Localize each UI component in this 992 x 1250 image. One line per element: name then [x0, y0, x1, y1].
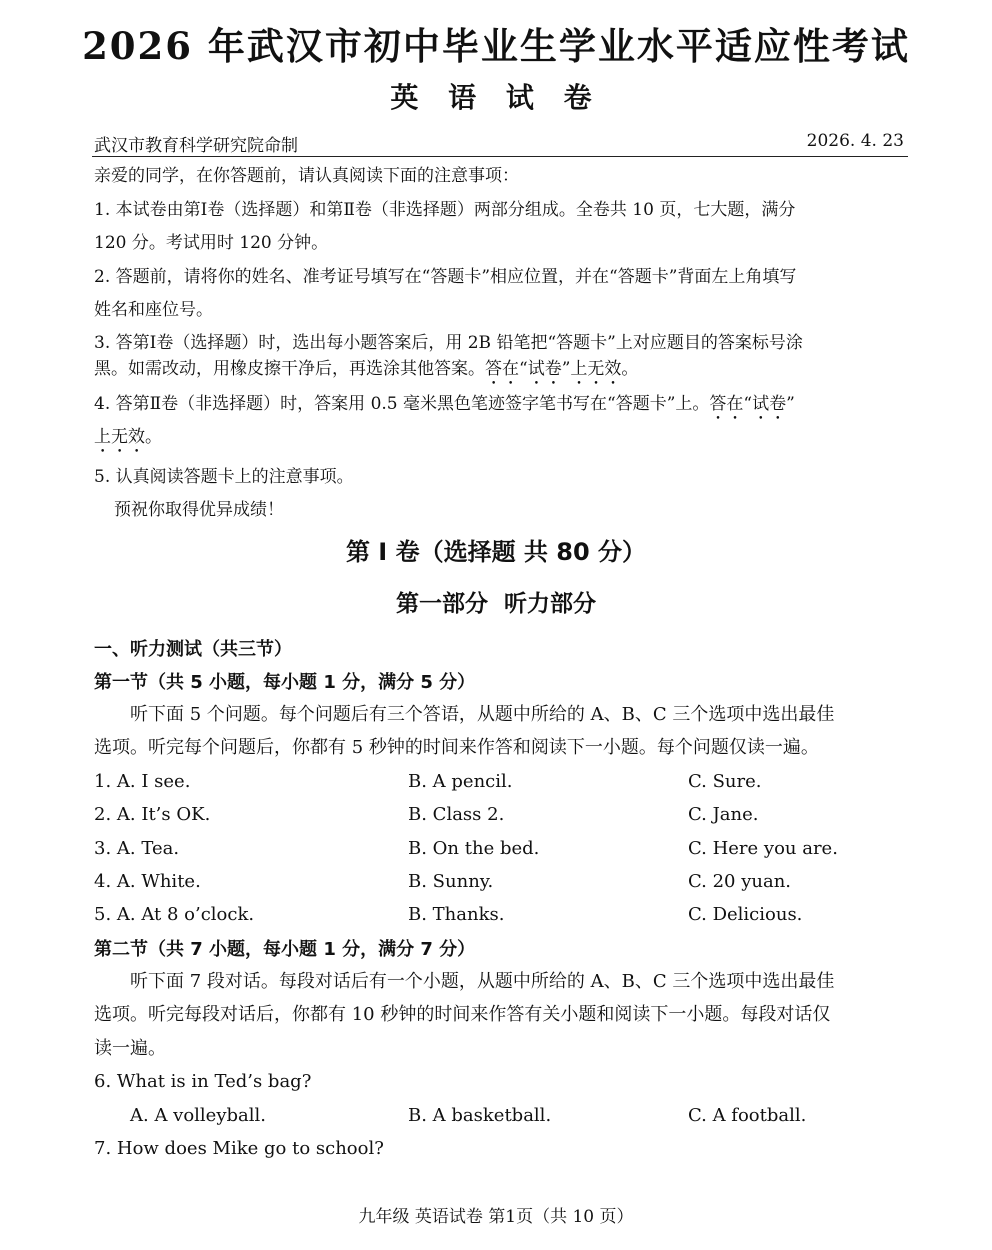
section-heading: 一、听力测试（共三节） [94, 639, 292, 660]
notice-3-line-1: 3. 答第Ⅰ卷（选择题）时，选出每小题答案后，用 2B 铅笔把“答题卡”上对应题目的答案标号涂 [94, 333, 803, 353]
q4-option-c: C. 20 yuan. [688, 871, 792, 892]
notice-4-emphasis: 答在“试卷” [709, 394, 795, 414]
exam-date: 2026. 4. 23 [806, 131, 904, 151]
part1-instructions-line-1: 听下面 5 个问题。每个问题后有三个答语，从题中所给的 A、B、C 三个选项中选出最佳 [130, 704, 835, 725]
q1-option-b: B. A pencil. [408, 771, 513, 792]
q5-option-c: C. Delicious. [688, 904, 803, 925]
part1-heading: 第一节（共 5 小题，每小题 1 分，满分 5 分） [94, 672, 476, 693]
q6-option-b: B. A basketball. [408, 1105, 552, 1126]
exam-subtitle: 英 语 试 卷 [390, 81, 602, 114]
part2-instructions-line-2: 选项。听完每段对话后，你都有 10 秒钟的时间来作答有关小题和阅读下一小题。每段对话仅 [94, 1004, 831, 1025]
q7-stem: 7. How does Mike go to school? [94, 1138, 384, 1159]
good-luck-wish: 预祝你取得优异成绩！ [114, 500, 284, 520]
notice-1-line-1: 1. 本试卷由第Ⅰ卷（选择题）和第Ⅱ卷（非选择题）两部分组成。全卷共 10 页，七大题，满分 [94, 200, 796, 220]
volume-heading: 第 I 卷（选择题 共 80 分） [345, 538, 647, 566]
q6-stem: 6. What is in Ted’s bag? [94, 1071, 312, 1092]
exam-title: 2026 年武汉市初中毕业生学业水平适应性考试 [82, 24, 910, 68]
notice-1-line-2: 120 分。考试用时 120 分钟。 [94, 233, 329, 253]
notice-4-text: 4. 答第Ⅱ卷（非选择题）时，答案用 0.5 毫米黑色笔迹签字笔书写在“答题卡”上。 [94, 394, 710, 414]
q1-option-a: 1. A. I see. [94, 771, 191, 792]
q1-option-c: C. Sure. [688, 771, 762, 792]
q3-option-c: C. Here you are. [688, 838, 838, 859]
header-divider [92, 156, 908, 157]
part2-instructions-line-3: 读一遍。 [94, 1038, 166, 1059]
notice-intro: 亲爱的同学，在你答题前，请认真阅读下面的注意事项： [94, 166, 519, 186]
q2-option-c: C. Jane. [688, 804, 759, 825]
q6-option-a: A. A volleyball. [130, 1105, 266, 1126]
notice-3-text: 黑。如需改动，用橡皮擦干净后，再选涂其他答案。 [94, 359, 485, 379]
q2-option-b: B. Class 2. [408, 804, 505, 825]
notice-3-emphasis: 答在“试卷”上无效 [485, 359, 622, 379]
notice-4-end: 。 [145, 427, 162, 447]
q5-option-b: B. Thanks. [408, 904, 505, 925]
notice-4-emphasis-2: 上无效 [94, 427, 145, 447]
notice-2-line-2: 姓名和座位号。 [94, 300, 213, 320]
notice-3-line-2 [94, 357, 638, 389]
notice-3-end: 。 [621, 359, 639, 379]
q4-option-b: B. Sunny. [408, 871, 494, 892]
q2-option-a: 2. A. It’s OK. [94, 804, 211, 825]
page-footer: 九年级 英语试卷 第1页（共 10 页） [358, 1207, 634, 1227]
part2-instructions-line-1: 听下面 7 段对话。每段对话后有一个小题，从题中所给的 A、B、C 三个选项中选出最佳 [130, 971, 835, 992]
notice-4-line-2 [94, 425, 162, 457]
part2-heading: 第二节（共 7 小题，每小题 1 分，满分 7 分） [94, 939, 476, 960]
q5-option-a: 5. A. At 8 o’clock. [94, 904, 255, 925]
issuer: 武汉市教育科学研究院命制 [94, 136, 298, 156]
notice-5: 5. 认真阅读答题卡上的注意事项。 [94, 467, 354, 487]
notice-4-line-1 [94, 392, 795, 424]
part1-instructions-line-2: 选项。听完每个问题后，你都有 5 秒钟的时间来作答和阅读下一小题。每个问题仅读一遍。 [94, 737, 819, 758]
part-heading: 第一部分 听力部分 [395, 591, 596, 617]
q6-option-c: C. A football. [688, 1105, 807, 1126]
notice-2-line-1: 2. 答题前，请将你的姓名、准考证号填写在“答题卡”相应位置，并在“答题卡”背面左上角填写 [94, 267, 797, 287]
q3-option-b: B. On the bed. [408, 838, 540, 859]
q3-option-a: 3. A. Tea. [94, 838, 180, 859]
q4-option-a: 4. A. White. [94, 871, 201, 892]
